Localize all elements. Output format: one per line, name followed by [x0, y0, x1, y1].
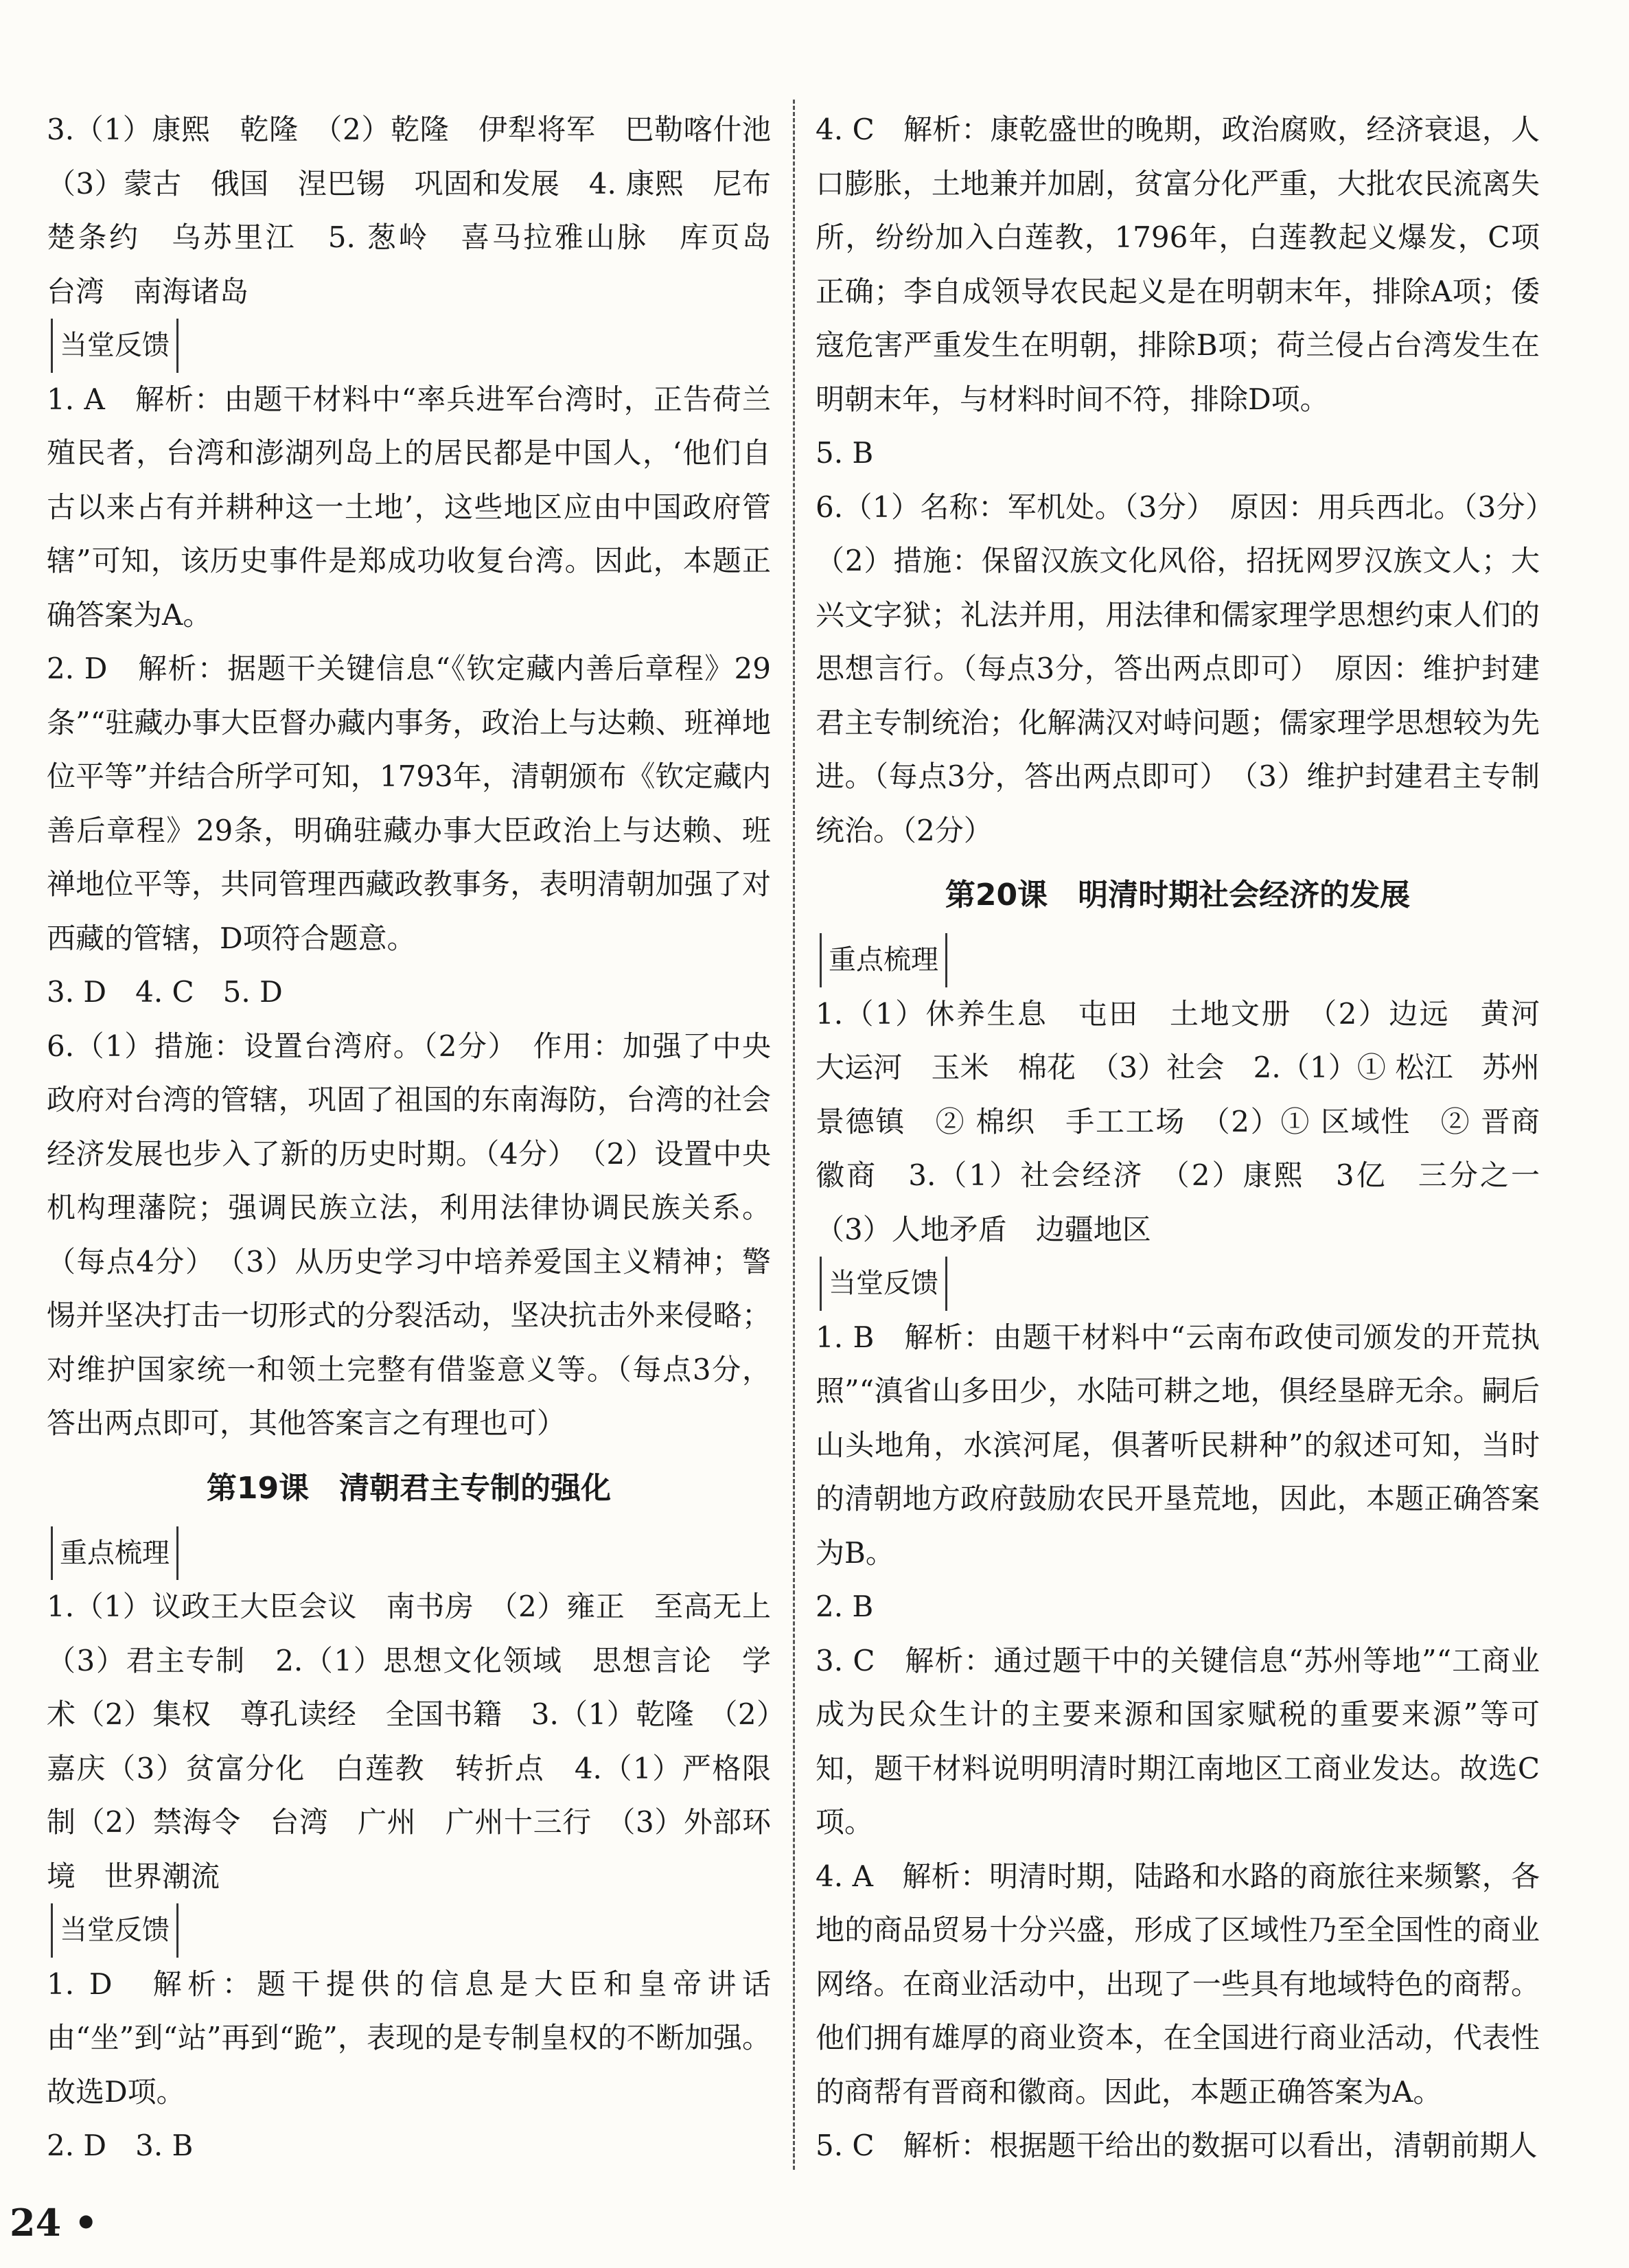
lesson-title: 第19课 清朝君主专制的强化	[206, 1470, 612, 1506]
page-number: 24 •	[10, 2201, 98, 2245]
answer-paragraph: 5. C 解析：根据题干给出的数据可以看出，清朝前期人	[816, 2129, 1538, 2162]
answer-paragraph: 2. B	[816, 1590, 874, 1623]
answer-paragraph: 3. D 4. C 5. D	[47, 975, 283, 1009]
section-header	[47, 1526, 771, 1581]
section-header	[47, 1903, 771, 1958]
section-label: 当堂反馈	[820, 1257, 947, 1311]
answer-paragraph: 2. D 3. B	[47, 2129, 194, 2162]
section-label: 重点梳理	[51, 1526, 178, 1581]
answer-paragraph: 1.（1）议政王大臣会议 南书房 （2）雍正 至高无上（3）君主专制 2.（1）思想文化领域 思想言论 学术（2）集权 尊孔读经 全国书籍 3.（1）乾隆 （2）嘉庆（3）贫富分化 白莲教 转折点 4.（1）严格限制（2）禁海令 台湾 广州 广州十三行 （3）外部环境 世界潮流	[47, 1590, 771, 1893]
section-label: 重点梳理	[820, 933, 947, 987]
answer-paragraph: 5. B	[816, 436, 874, 470]
section-label: 当堂反馈	[51, 1903, 178, 1958]
left-column	[47, 103, 800, 2173]
section-label: 当堂反馈	[51, 319, 178, 373]
section-header	[816, 1257, 1540, 1311]
answer-paragraph: 1. A 解析：由题干材料中“率兵进军台湾时，正告荷兰殖民者，台湾和澎湖列岛上的居民都是中国人，‘他们自古以来占有并耕种这一土地’，这些地区应由中国政府管辖”可知，该历史事件是郑成功收复台湾。因此，本题正确答案为A。	[47, 382, 771, 632]
answer-paragraph: 4. A 解析：明清时期，陆路和水路的商旅往来频繁，各地的商品贸易十分兴盛，形成了区域性乃至全国性的商业网络。在商业活动中，出现了一些具有地域特色的商帮。他们拥有雄厚的商业资本，在全国进行商业活动，代表性的商帮有晋商和徽商。因此，本题正确答案为A。	[816, 1859, 1540, 2109]
lesson-title: 第20课 明清时期社会经济的发展	[945, 878, 1411, 913]
answer-paragraph: 1. B 解析：由题干材料中“云南布政使司颁发的开荒执照”“滇省山多田少，水陆可耕之地，俱经垦辟无余。嗣后山头地角，水滨河尾，俱著听民耕种”的叙述可知，当时的清朝地方政府鼓励农民开垦荒地，因此，本题正确答案为B。	[816, 1320, 1540, 1570]
answer-paragraph: 1.（1）休养生息 屯田 土地文册 （2）边远 黄河 大运河 玉米 棉花 （3）社会 2.（1）① 松江 苏州 景德镇 ② 棉织 手工工场 （2）① 区域性 ② 晋商 徽商 3.（1）社会经济 （2）康熙 3亿 三分之一（3）人地矛盾 边疆地区	[816, 996, 1569, 1246]
answer-paragraph: 6.（1）措施：设置台湾府。（2分） 作用：加强了中央政府对台湾的管辖，巩固了祖国的东南海防，台湾的社会经济发展也步入了新的历史时期。（4分） （2）设置中央机构理藩院；强调民族立法，利用法律协调民族关系。（每点4分） （3）从历史学习中培养爱国主义精神；警惕并坚决打击一切形式的分裂活动，坚决抗击外来侵略；对维护国家统一和领土完整有借鉴意义等。（每点3分，答出两点即可，其他答案言之有理也可）	[47, 1029, 771, 1440]
column-divider	[793, 100, 795, 2170]
answer-paragraph: 2. D 解析：据题干关键信息“《钦定藏内善后章程》29条”“驻藏办事大臣督办藏内事务，政治上与达赖、班禅地位平等”并结合所学可知，1793年，清朝颁布《钦定藏内善后章程》29条，明确驻藏办事大臣政治上与达赖、班禅地位平等，共同管理西藏政教事务，表明清朝加强了对西藏的管辖，D项符合题意。	[47, 652, 771, 955]
answer-paragraph: 3. C 解析：通过题干中的关键信息“苏州等地”“工商业成为民众生计的主要来源和国家赋税的重要来源”等可知，题干材料说明明清时期江南地区工商业发达。故选C项。	[816, 1643, 1540, 1839]
section-header	[47, 319, 771, 373]
answer-paragraph: 4. C 解析：康乾盛世的晚期，政治腐败，经济衰退，人口膨胀，土地兼并加剧，贫富分化严重，大批农民流离失所，纷纷加入白莲教，1796年，白莲教起义爆发，C项正确；李自成领导农民起义是在明朝末年，排除A项；倭寇危害严重发生在明朝，排除B项；荷兰侵占台湾发生在明朝末年，与材料时间不符，排除D项。	[816, 113, 1540, 416]
section-header	[816, 933, 1540, 987]
right-column	[816, 103, 1569, 2173]
answer-paragraph: 1. D 解析：题干提供的信息是大臣和皇帝讲话由“坐”到“站”再到“跪”，表现的是专制皇权的不断加强。故选D项。	[47, 1967, 771, 2109]
answer-paragraph: 6.（1）名称：军机处。（3分） 原因：用兵西北。（3分）（2）措施：保留汉族文化风俗，招抚网罗汉族文人；大兴文字狱；礼法并用，用法律和儒家理学思想约束人们的思想言行。（每点3分，答出两点即可） 原因：维护封建君主专制统治；化解满汉对峙问题；儒家理学思想较为先进。（每点3分，答出两点即可） （3）维护封建君主专制统治。（2分）	[816, 490, 1540, 847]
answer-paragraph: 3.（1）康熙 乾隆 （2）乾隆 伊犁将军 巴勒喀什池（3）蒙古 俄国 涅巴锡 巩固和发展 4. 康熙 尼布楚条约 乌苏里江 5. 葱岭 喜马拉雅山脉 库页岛 台湾 南海诸岛	[47, 113, 800, 308]
